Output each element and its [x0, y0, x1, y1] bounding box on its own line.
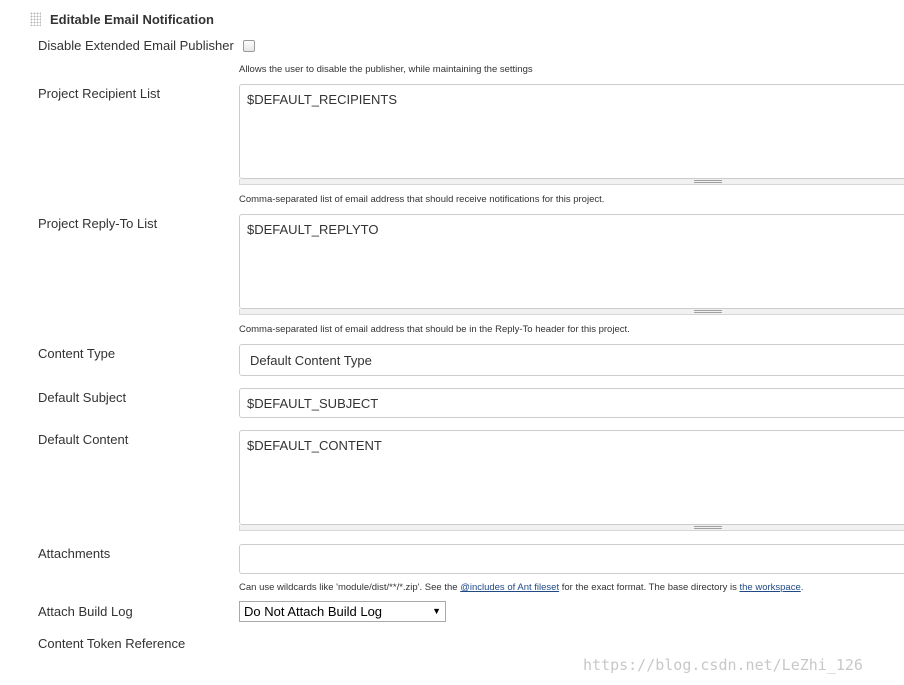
recipient-list-resize-handle[interactable]: [239, 179, 904, 185]
recipient-list-help: Comma-separated list of email address that should receive notifications for this project.: [239, 194, 605, 205]
content-type-select[interactable]: [239, 344, 904, 376]
attachments-help-text-middle: for the exact format. The base directory is: [559, 582, 740, 593]
attachments-help-text: Can use wildcards like 'module/dist/**/*.zip'. See the: [239, 582, 461, 593]
content-token-reference-label: Content Token Reference: [38, 636, 186, 651]
workspace-link[interactable]: the workspace: [739, 582, 801, 593]
reply-to-list-resize-handle[interactable]: [239, 309, 904, 315]
section-header: [30, 10, 214, 28]
attach-build-log-select[interactable]: [239, 601, 446, 622]
attachments-label: Attachments: [38, 546, 111, 561]
reply-to-list-label: Project Reply-To List: [38, 216, 158, 231]
default-content-textarea[interactable]: $DEFAULT_CONTENT: [239, 430, 904, 525]
default-content-resize-handle[interactable]: [239, 525, 904, 531]
default-subject-value: $DEFAULT_SUBJECT: [247, 395, 379, 411]
recipient-list-label: Project Recipient List: [38, 86, 161, 101]
attachments-help-text-end: .: [800, 582, 804, 593]
drag-handle-icon[interactable]: [30, 12, 41, 26]
reply-to-list-help: Comma-separated list of email address that should be in the Reply-To header for this project.: [239, 324, 630, 335]
ant-fileset-link[interactable]: @includes of Ant fileset: [460, 582, 560, 593]
recipient-list-textarea[interactable]: $DEFAULT_RECIPIENTS: [239, 84, 904, 179]
section-title: Editable Email Notification: [50, 11, 214, 27]
content-type-label: Content Type: [38, 346, 116, 361]
dropdown-arrow-icon: ▼: [432, 606, 441, 616]
attachments-input[interactable]: [239, 544, 904, 574]
attach-build-log-label: Attach Build Log: [38, 604, 133, 619]
default-content-label: Default Content: [38, 432, 129, 447]
reply-to-list-textarea[interactable]: $DEFAULT_REPLYTO: [239, 214, 904, 309]
attach-build-log-value: Do Not Attach Build Log: [244, 604, 383, 619]
disable-publisher-label: Disable Extended Email Publisher: [38, 38, 234, 53]
disable-publisher-help: Allows the user to disable the publisher, while maintaining the settings: [239, 64, 533, 75]
default-subject-label: Default Subject: [38, 390, 127, 405]
disable-publisher-checkbox[interactable]: [243, 40, 255, 52]
watermark-text: https://blog.csdn.net/LeZhi_126: [583, 656, 863, 674]
attachments-help: [239, 582, 803, 593]
content-type-value: Default Content Type: [250, 352, 372, 368]
default-subject-input[interactable]: [239, 388, 904, 418]
